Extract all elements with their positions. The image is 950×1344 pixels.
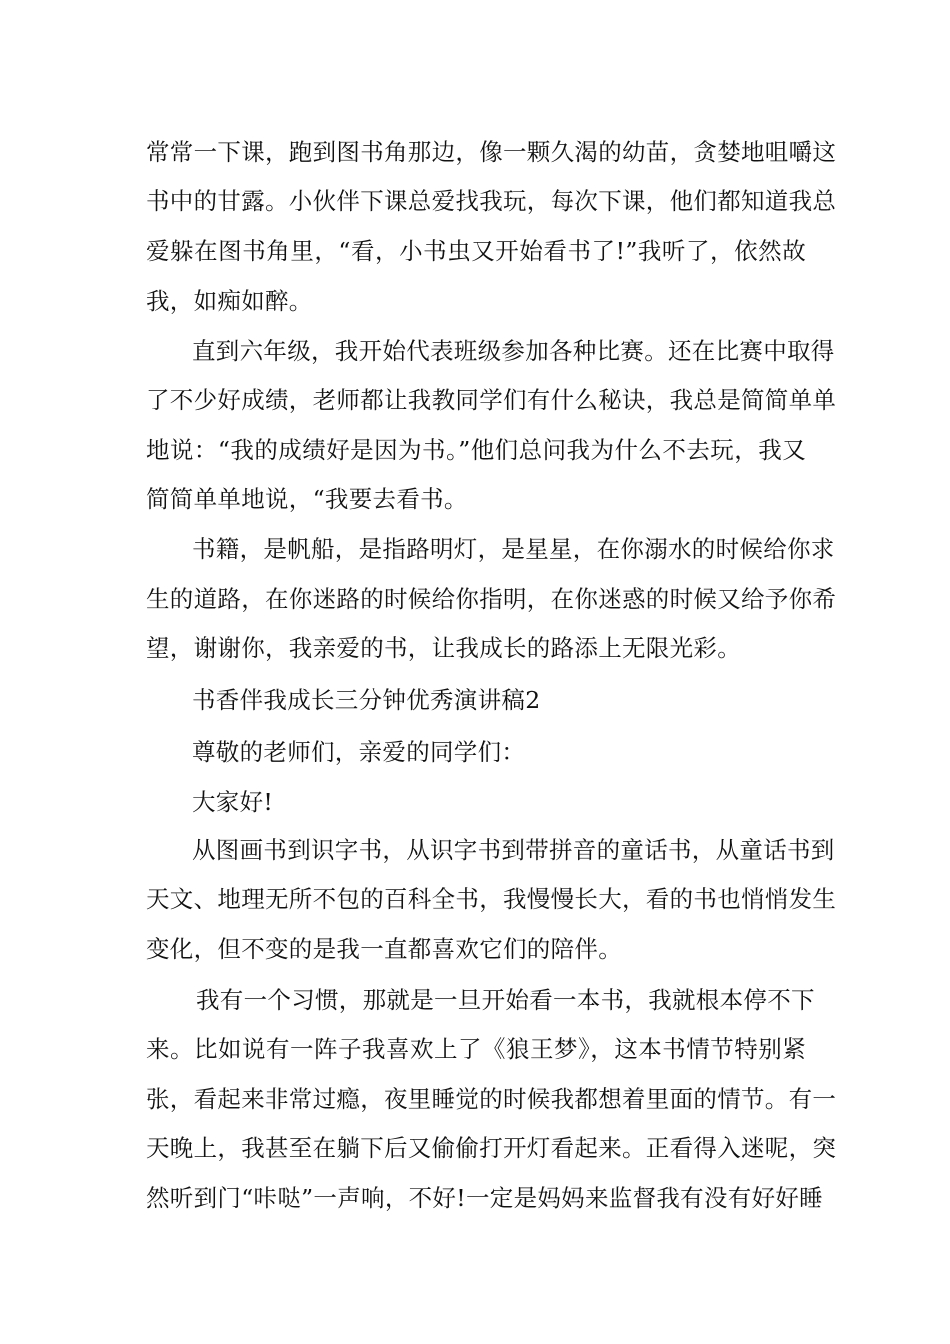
- section-title: 书香伴我成长三分钟优秀演讲稿2: [192, 686, 541, 714]
- paragraph-5-line-2: 来。比如说有一阵子我喜欢上了《狼王梦》，这本书情节特别紧: [146, 1035, 806, 1063]
- paragraph-1-line-1: 常常一下课，跑到图书角那边，像一颗久渴的幼苗，贪婪地咀嚼这: [146, 138, 837, 166]
- paragraph-2-line-2: 了不少好成绩，老师都让我教同学们有什么秘诀，我总是简简单单: [146, 386, 837, 414]
- paragraph-3-line-1: 书籍，是帆船，是指路明灯，是星星，在你溺水的时候给你求: [192, 535, 835, 563]
- paragraph-3-line-2: 生的道路，在你迷路的时候给你指明，在你迷惑的时候又给予你希: [146, 585, 837, 613]
- salutation: 尊敬的老师们，亲爱的同学们：: [192, 738, 526, 766]
- paragraph-3-line-3: 望，谢谢你，我亲爱的书，让我成长的路添上无限光彩。: [146, 634, 741, 662]
- paragraph-5-line-4: 天晚上，我甚至在躺下后又偷偷打开灯看起来。正看得入迷呢，突: [146, 1134, 837, 1162]
- paragraph-1-line-4: 我，如痴如醉。: [146, 287, 313, 315]
- paragraph-5-line-1: 我有一个习惯，那就是一旦开始看一本书，我就根本停不下: [196, 986, 815, 1014]
- paragraph-5-line-5: 然听到门“咔哒”一声响，不好!一定是妈妈来监督我有没有好好睡: [146, 1184, 823, 1212]
- paragraph-4-line-2: 天文、地理无所不包的百科全书，我慢慢长大，看的书也悄悄发生: [146, 885, 837, 913]
- greeting: 大家好!: [192, 788, 274, 816]
- paragraph-2-line-4: 简简单单地说，“我要去看书。: [146, 485, 468, 513]
- paragraph-2-line-1: 直到六年级，我开始代表班级参加各种比赛。还在比赛中取得: [192, 337, 835, 365]
- paragraph-1-line-3: 爱躲在图书角里，“看，小书虫又开始看书了!”我听了，依然故: [146, 237, 806, 265]
- paragraph-2-line-3: 地说：“我的成绩好是因为书。”他们总问我为什么不去玩，我又: [146, 436, 806, 464]
- paragraph-4-line-1: 从图画书到识字书，从识字书到带拼音的童话书，从童话书到: [192, 836, 835, 864]
- paragraph-1-line-2: 书中的甘露。小伙伴下课总爱找我玩，每次下课，他们都知道我总: [146, 187, 837, 215]
- paragraph-4-line-3: 变化，但不变的是我一直都喜欢它们的陪伴。: [146, 935, 622, 963]
- paragraph-5-line-3: 张，看起来非常过瘾，夜里睡觉的时候我都想着里面的情节。有一: [146, 1085, 837, 1113]
